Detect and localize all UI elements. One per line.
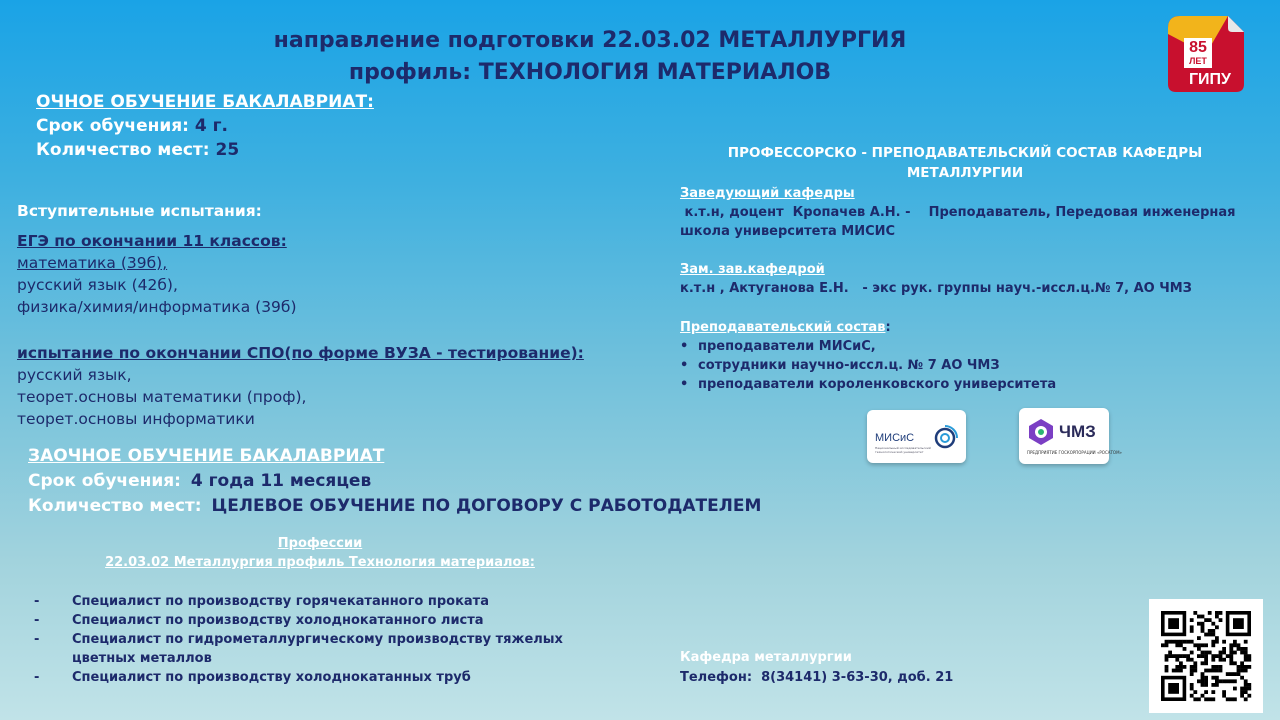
professions-title-2: 22.03.02 Металлургия профиль Технология материалов: [105, 555, 535, 570]
university-logo [1166, 14, 1246, 94]
parttime-places-value: ЦЕЛЕВОЕ ОБУЧЕНИЕ ПО ДОГОВОРУ С РАБОТОДАТЕЛЕМ [211, 496, 762, 516]
chmz-emblem-icon [1027, 418, 1055, 446]
teachers-colon: : [885, 320, 891, 335]
fulltime-duration-label: Срок обучения: [36, 116, 189, 136]
chmz-logo-text: ЧМЗ [1059, 422, 1096, 441]
contact-block [680, 648, 1080, 688]
teacher-item: • преподаватели МИСиС, [680, 337, 1260, 356]
exams-spo [17, 342, 584, 430]
parttime-duration [28, 469, 761, 494]
misis-logo-text: МИСиС [875, 432, 915, 444]
header-line-2: профиль: ТЕХНОЛОГИЯ МАТЕРИАЛОВ [348, 60, 832, 85]
deputy-label: Зам. зав.кафедрой [680, 262, 825, 277]
fulltime-places-value: 25 [215, 140, 240, 160]
professions-title-1: Профессии [277, 536, 363, 551]
dept-name: Кафедра металлургии [680, 650, 852, 665]
ege-item: физика/химия/информатика (39б) [17, 298, 297, 316]
chmz-logo [1019, 408, 1122, 464]
parttime-title: ЗАОЧНОЕ ОБУЧЕНИЕ БАКАЛАВРИАТ [28, 446, 385, 466]
staff-deputy [680, 260, 1260, 298]
fulltime-duration-value: 4 г. [194, 116, 228, 136]
fulltime-duration [36, 114, 374, 138]
fulltime-places [36, 138, 374, 162]
staff-head [680, 184, 1260, 241]
teachers-heading [680, 318, 1260, 337]
spo-item: теорет.основы информатики [17, 410, 255, 428]
teacher-item: • сотрудники научно-иссл.ц. № 7 АО ЧМЗ [680, 356, 1260, 375]
fulltime-section [36, 90, 374, 162]
logo-name: ГИПУ [1188, 71, 1232, 88]
misis-logo-subtitle: Национальный исследовательский технологический университет [875, 446, 931, 454]
spo-item: теорет.основы математики (проф), [17, 388, 307, 406]
fulltime-title: ОЧНОЕ ОБУЧЕНИЕ БАКАЛАВРИАТ: [36, 92, 374, 112]
ege-item: математика (39б), [17, 254, 168, 272]
qr-code-icon [1149, 599, 1263, 713]
profession-item: - Специалист по производству холоднокатанного листа [34, 611, 574, 630]
misis-logo [867, 410, 966, 463]
chmz-logo-subtitle: ПРЕДПРИЯТИЕ ГОСКОРПОРАЦИИ «РОСАТОМ» [1027, 450, 1122, 455]
head-label: Заведующий кафедры [680, 186, 855, 201]
parttime-duration-label: Срок обучения: [28, 471, 181, 491]
misis-emblem-icon [933, 420, 959, 454]
spo-item: русский язык, [17, 366, 132, 384]
parttime-duration-value: 4 года 11 месяцев [190, 471, 372, 491]
logo-years: ЛЕТ [1189, 56, 1207, 66]
teacher-item: • преподаватели короленковского университета [680, 375, 1260, 394]
staff-title-1: ПРОФЕССОРСКО - ПРЕПОДАВАТЕЛЬСКИЙ СОСТАВ КАФЕДРЫ [727, 145, 1203, 161]
dept-phone: Телефон: 8(34141) 3-63-30, доб. 21 [680, 670, 954, 685]
qr-code[interactable] [1149, 599, 1263, 713]
profession-item: - Специалист по производству горячекатанного проката [34, 592, 574, 611]
ege-item: русский язык (42б), [17, 276, 178, 294]
parttime-places [28, 494, 761, 519]
header-line-1: направление подготовки 22.03.02 МЕТАЛЛУРГИЯ [273, 28, 907, 53]
deputy-line: к.т.н , Актуганова Е.Н. - экс рук. группы науч.-иссл.ц.№ 7, АО ЧМЗ [680, 281, 1192, 296]
head-line: к.т.н, доцент Кропачев А.Н. - Преподаватель, Передовая инженерная [680, 205, 1236, 220]
spo-title: испытание по окончании СПО(по форме ВУЗА - тестирование): [17, 344, 584, 362]
ege-title: ЕГЭ по окончании 11 классов: [17, 232, 287, 250]
logo-number: 85 [1189, 39, 1207, 56]
teachers-label: Преподавательский состав [680, 320, 886, 335]
fulltime-places-label: Количество мест: [36, 140, 210, 160]
staff-title-2: МЕТАЛЛУРГИИ [906, 165, 1024, 181]
parttime-places-label: Количество мест: [28, 496, 202, 516]
professions-list [34, 592, 574, 687]
exams-title: Вступительные испытания: [17, 202, 262, 220]
exams-ege [17, 230, 297, 318]
profession-item: - Специалист по гидрометаллургическому производству тяжелых цветных металлов [34, 630, 574, 668]
parttime-section [28, 444, 761, 519]
staff-teachers [680, 318, 1260, 394]
profession-item: - Специалист по производству холоднокатанных труб [34, 668, 574, 687]
head-line: школа университета МИСИС [680, 224, 896, 239]
